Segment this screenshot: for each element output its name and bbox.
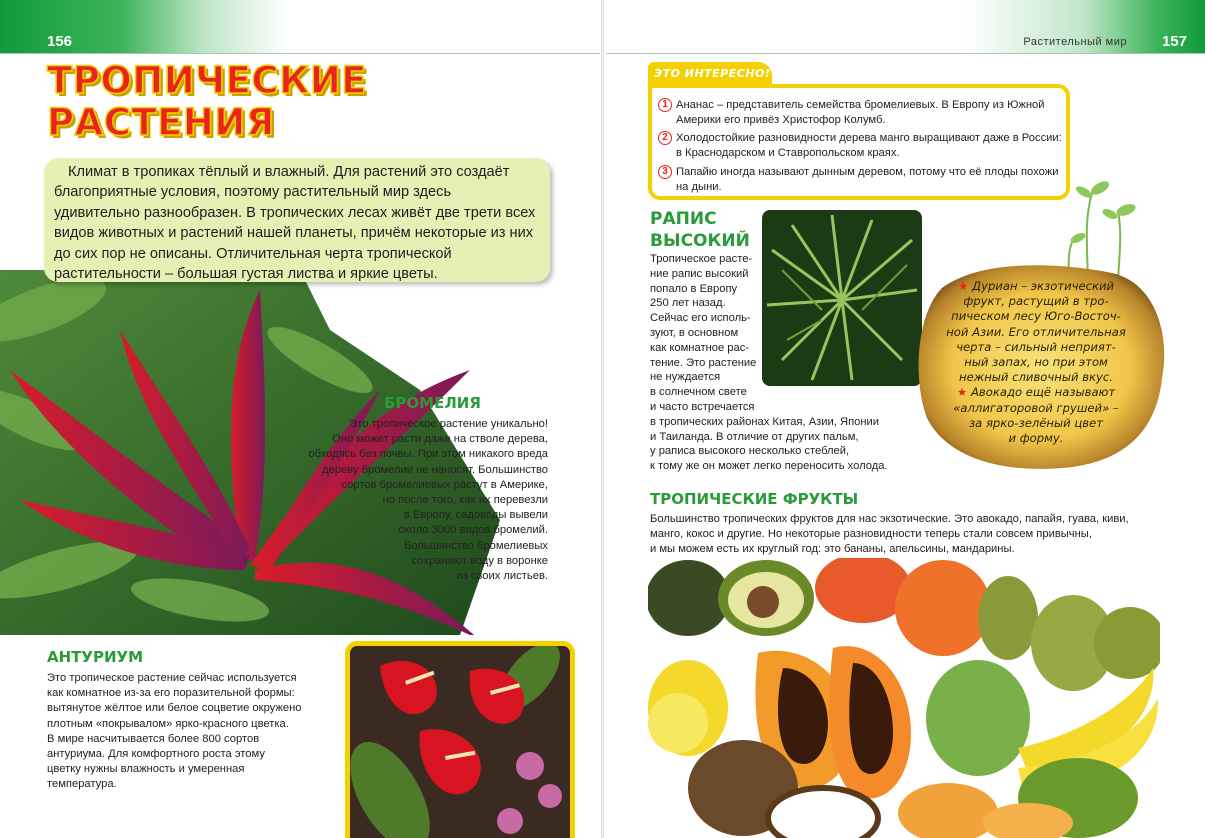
bromelia-heading: БРОМЕЛИЯ: [384, 394, 481, 412]
text-line: и Таиланда. В отличие от других пальм,: [650, 430, 859, 443]
fact-text: Папайю иногда называют дынным деревом, потому что её плоды похожи на дыни.: [676, 166, 1059, 193]
text-line: Большинство бромелиевых: [404, 539, 548, 552]
text-line: цветку нужны влажность и умеренная: [47, 763, 245, 776]
text-line: Большинство тропических фруктов для нас экзотические. Это авокадо, папайя, гуава, киви,: [650, 513, 1129, 525]
text-line: зуют, в основном: [650, 326, 739, 339]
text-line: Тропическое расте-: [650, 253, 753, 265]
rapis-heading-line2: ВЫСОКИЙ: [650, 231, 750, 251]
fruits-heading: ТРОПИЧЕСКИЕ ФРУКТЫ: [650, 490, 859, 508]
text-line: ный запах, но при этом: [964, 355, 1108, 370]
fact-number: 3: [658, 165, 672, 179]
text-line: манго, кокос и другие. Но некоторые разновидности теперь стали совсем привычны,: [650, 528, 1092, 540]
rapis-text: [650, 252, 900, 474]
fact-item: [658, 98, 1068, 128]
text-line: сохраняют воду в воронке: [411, 554, 548, 567]
text-line: около 3000 видов бромелий.: [398, 524, 548, 537]
fruits-text: [650, 512, 1150, 557]
text-line: в Европу, садоводы вывели: [403, 509, 548, 522]
right-header-rule: [606, 53, 1205, 54]
rapis-heading: [650, 208, 750, 252]
text-line: тение. Это растение: [650, 356, 757, 369]
text-line: антуриума. Для комфортного роста этому: [47, 748, 265, 761]
star-icon: ★: [957, 279, 969, 293]
text-line: Авокадо ещё называют: [971, 385, 1116, 400]
book-gutter: [601, 0, 604, 838]
text-line: ние рапис высокий: [650, 267, 749, 280]
durian-note: [936, 279, 1136, 446]
text-line: нежный сливочный вкус.: [959, 370, 1113, 385]
rapis-heading-line1: РАПИС: [650, 209, 717, 229]
text-line: попало в Европу: [650, 282, 738, 295]
fruits-photo: [648, 558, 1160, 838]
intro-text: Климат в тропиках тёплый и влажный. Для растений это создаёт благоприятные условия, поэтому растительный мир здесь удивительно разнообразен. В тропических лесах живёт две трети всех видов животных и растений нашей планеты, причём некоторые из них до сих пор не описаны. Отличительная черта тропической растительности – большая густая листва и яркие цветы.: [54, 164, 536, 283]
anturium-photo: [345, 641, 575, 838]
text-line: как комнатное из-за его поразительной формы:: [47, 687, 295, 700]
fact-number: 2: [658, 131, 672, 145]
text-line: дереву бромелии не наносят. Большинство: [321, 463, 548, 476]
page-title-line1: ТРОПИЧЕСКИЕ: [47, 59, 368, 102]
fact-item: [658, 131, 1068, 161]
interesting-label: ЭТО ИНТЕРЕСНО!: [654, 67, 771, 80]
text-line: «аллигаторовой грушей» –: [953, 400, 1119, 415]
text-line: и часто встречается: [650, 400, 755, 413]
text-line: вытянутое жёлтое или белое соцветие окружено: [47, 702, 302, 715]
left-header-bar: [0, 0, 602, 54]
page-title-line2: РАСТЕНИЯ: [47, 101, 275, 144]
fact-item: [658, 165, 1068, 195]
fact-text: Ананас – представитель семейства бромелиевых. В Европу из Южной Америки его привёз Христофор Колумб.: [676, 99, 1045, 126]
text-line: к тому же он может легко переносить холода.: [650, 460, 888, 473]
right-page-number: 157: [1161, 33, 1187, 50]
text-line: и мы можем есть их круглый год: это бананы, апельсины, мандарины.: [650, 543, 1015, 555]
text-line: Это тропическое растение сейчас используется: [47, 672, 297, 684]
bromelia-text: [296, 417, 548, 584]
left-header-rule: [0, 53, 600, 54]
fact-text: Холодостойкие разновидности дерева манго выращивают даже в России: в Краснодарском и Ставропольском краях.: [676, 132, 1062, 159]
section-title: Растительный мир: [1023, 36, 1127, 48]
text-line: Сейчас его исполь-: [650, 312, 751, 325]
text-line: температура.: [47, 778, 117, 791]
anturium-heading: АНТУРИУМ: [47, 648, 143, 666]
text-line: плотным «покрывалом» ярко-красного цветка.: [47, 717, 289, 730]
text-line: Это тропическое растение уникально!: [349, 418, 548, 430]
text-line: ной Азии. Его отличительная: [946, 324, 1126, 339]
text-line: как комнатное рас-: [650, 341, 750, 354]
text-line: фрукт, растущий в тро-: [963, 294, 1109, 309]
star-icon: ★: [956, 385, 968, 400]
text-line: у раписа высокого несколько стеблей,: [650, 445, 850, 458]
page-title: [47, 60, 367, 144]
text-line: не нуждается: [650, 371, 721, 384]
text-line: 250 лет назад.: [650, 297, 726, 310]
text-line: пическом лесу Юго-Восточ-: [951, 309, 1121, 324]
text-line: из своих листьев.: [456, 570, 548, 583]
left-page-number: 156: [47, 33, 73, 50]
intro-box: [44, 158, 550, 282]
text-line: в солнечном свете: [650, 386, 747, 399]
fact-number: 1: [658, 98, 672, 112]
text-line: но после того, как их перевезли: [382, 494, 548, 507]
text-line: Дуриан – экзотический: [972, 279, 1115, 293]
anturium-text: [47, 671, 315, 793]
text-line: В мире насчитывается более 800 сортов: [47, 732, 260, 745]
text-line: сортов бромелиевых растут в Америке,: [341, 478, 548, 491]
text-line: в тропических районах Китая, Азии, Японии: [650, 415, 880, 428]
text-line: черта – сильный неприят-: [956, 339, 1116, 354]
text-line: Оно может расти даже на стволе дерева,: [332, 433, 548, 446]
text-line: обходясь без почвы. При этом никакого вреда: [308, 448, 548, 461]
text-line: за ярко-зелёный цвет: [969, 415, 1103, 430]
text-line: и форму.: [1008, 431, 1064, 446]
